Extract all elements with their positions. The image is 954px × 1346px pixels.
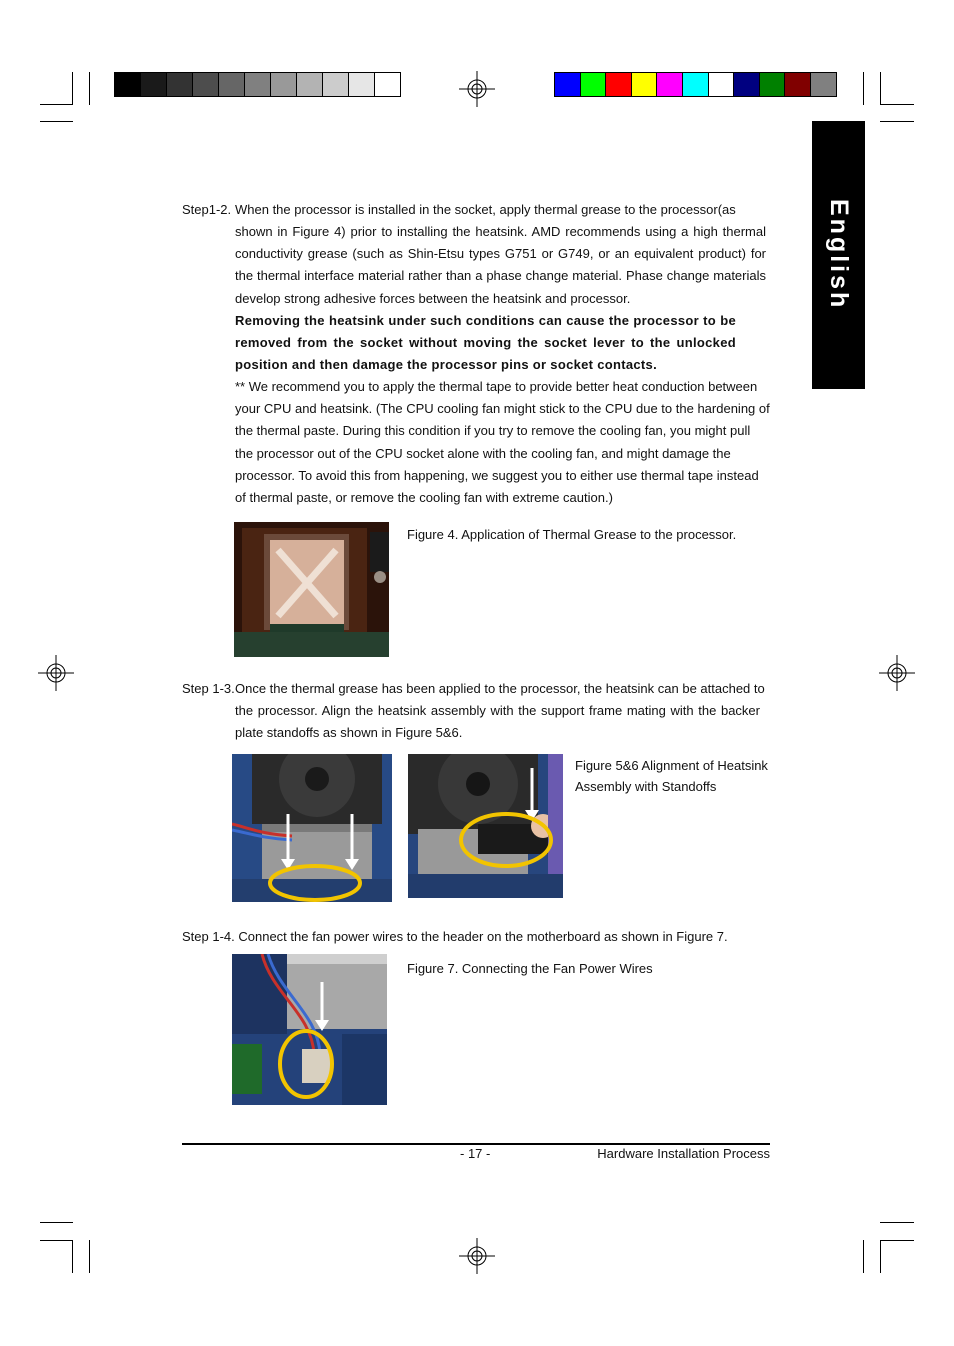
figure-5-photo	[232, 754, 392, 902]
step-1-2-first-line: When the processor is installed in the socket, apply thermal grease to the processor(as	[235, 202, 736, 217]
calibration-swatch	[580, 72, 607, 97]
footer-page-number: - 17 -	[460, 1146, 491, 1161]
calibration-swatch	[759, 72, 786, 97]
figure-6-photo	[408, 754, 563, 898]
figure-7-photo	[232, 954, 387, 1105]
calibration-swatch	[114, 72, 141, 97]
calibration-swatch	[348, 72, 375, 97]
calibration-swatch	[296, 72, 323, 97]
calibration-swatch	[810, 72, 837, 97]
calibration-swatch	[244, 72, 271, 97]
calibration-swatch	[140, 72, 167, 97]
registration-mark-left	[38, 655, 74, 691]
calibration-swatch	[784, 72, 811, 97]
step-1-2-warning: Removing the heatsink under such conditions can cause the processor to be removed from the socket without moving the socket lever to the unlocked position and then damage the processor pins or socket contacts.	[235, 313, 736, 373]
step-1-2-label: Step1-2.	[182, 202, 232, 217]
figure-5-6-caption: Figure 5&6 Alignment of Heatsink Assembly with Standoffs	[575, 758, 768, 794]
figure-4-caption: Figure 4. Application of Thermal Grease to the processor.	[407, 527, 737, 542]
figure-4-photo	[234, 522, 389, 657]
registration-mark-top	[459, 71, 495, 107]
calibration-swatch	[554, 72, 581, 97]
language-tab-label: English	[825, 199, 853, 311]
step-1-4-text: Step 1-4. Connect the fan power wires to the header on the motherboard as shown in Figure 7.	[182, 929, 728, 944]
footer-section-title: Hardware Installation Process	[597, 1146, 770, 1161]
step-1-2-body: shown in Figure 4) prior to installing the heatsink. AMD recommends using a high thermal conductivity grease (such as Shin-Etsu types G751 or G749, or an equivalent product) for the thermal interface material rather than a phase change material. Phase change materials develop strong adhesive forces between the heatsink and processor.	[235, 224, 766, 306]
calibration-swatch	[374, 72, 401, 97]
calibration-swatch	[733, 72, 760, 97]
calibration-swatch	[218, 72, 245, 97]
step-1-3-first-line: Once the thermal grease has been applied to the processor, the heatsink can be attached to	[235, 681, 765, 696]
calibration-swatch	[631, 72, 658, 97]
calibration-swatch	[322, 72, 349, 97]
figure-7-caption: Figure 7. Connecting the Fan Power Wires	[407, 961, 653, 976]
language-side-tab	[812, 121, 865, 389]
calibration-swatch	[270, 72, 297, 97]
step-1-3-body: the processor. Align the heatsink assembly with the support frame mating with the backer plate standoffs as shown in Figure 5&6.	[235, 703, 760, 741]
calibration-swatch	[192, 72, 219, 97]
calibration-swatch	[605, 72, 632, 97]
calibration-swatch	[682, 72, 709, 97]
calibration-swatch	[166, 72, 193, 97]
registration-mark-bottom	[459, 1238, 495, 1274]
calibration-swatch	[656, 72, 683, 97]
registration-mark-right	[879, 655, 915, 691]
step-1-2-note: ** We recommend you to apply the thermal tape to provide better heat conduction between your CPU and heatsink. (The CPU cooling fan might stick to the CPU due to the hardening of the thermal paste. During this condition if you try to remove the cooling fan, you might pull the processor out of the CPU socket alone with the cooling fan, and might damage the processor. To avoid this from happening, we suggest you to either use thermal tape instead of thermal paste, or remove the cooling fan with extreme caution.)	[235, 379, 770, 506]
step-1-3-label: Step 1-3.	[182, 681, 235, 696]
calibration-swatch	[708, 72, 735, 97]
